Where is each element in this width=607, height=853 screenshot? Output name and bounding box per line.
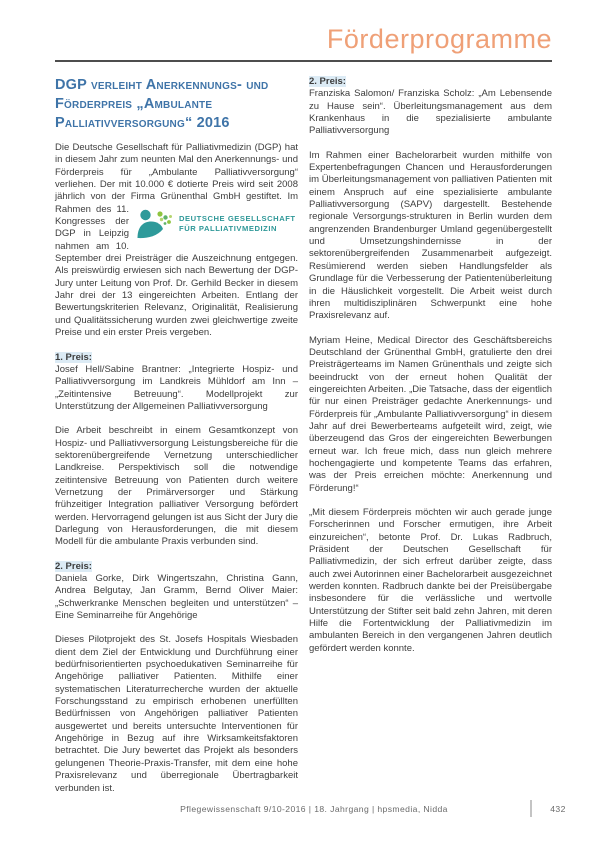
left-column	[55, 76, 298, 807]
prize2-description-paragraph: Dieses Pilotprojekt des St. Josefs Hospitals Wiesbaden dient dem Ziel der Entwicklung und Durchführung einer bedürfnisorientierten psychoedukativen Seminarreihe für Angehörige palliativer Patienten. Mithilfe einer systematischen Literaturrecherche wurden der aktuelle Forschungsstand zu empirisch erhobenen unerfüllten Bedürfnissen von Angehörigen palliativer Patienten ausgewertet und bereits untersuchte Interventionen für Angehörige in Bezug auf ihre Wirksamkeitsfaktoren betrachtet. Die Jury bewertet das Projekt als besonders gelungenen Theorie-Praxis-Transfer, mit dem eine hohe Praxisrelevanz und überregionale Übertragbarkeit verbunden ist.	[55, 634, 298, 794]
heine-quote-paragraph: Myriam Heine, Medical Director des Geschäftsbereichs Deutschland der Grünenthal GmbH, gratulierte den drei Preisträgerteams im Namen Grünenthals und zeigte sich beeindruckt von der erneut hohen Qualität der eingereichten Arbeiten. „Die Tatsache, dass der eigentlich für nur einen Preisträger gedachte Anerkennungs- und Förderpreis für „Ambulante Palliativversorgung“ in diesem Jahr auf drei Bewerberteams aufgeteilt wird, zeigt, wie überzeugend das Gros der eingereichten Bewerbungen erneut war. Ich freue mich, dass nun gleich mehrere hochengagierte und kompetente Teams das erfahren, was der Preis erreichen möchte: Anerkennung und Förderung!“	[309, 334, 552, 494]
prize2-subheading: 2. Preis:	[55, 560, 92, 572]
prize2b-names-paragraph: Franziska Salomon/ Franziska Scholz: „Am Lebensende zu Hause sein“. Überleitungsmanagement aus dem Krankenhaus in die spezialisierte ambulante Palliativversorgung	[309, 88, 552, 137]
prize2b-subheading: 2. Preis:	[309, 76, 346, 87]
dgp-logo-line1: DEUTSCHE GESELLSCHAFT	[179, 213, 296, 223]
radbruch-quote-paragraph: „Mit diesem Förderpreis möchten wir auch gerade junge Forscherinnen und Forscher ermutigen, ihre Arbeit einzureichen“, betonte Prof. Dr. Lukas Radbruch, Präsident der Deutschen Gesellschaft für Palliativmedizin, der sich erfreut darüber zeigte, dass auch zwei Autorinnen einer Bachelorarbeit ausgezeichnet werden konnten. Radbruch dankte bei der Preisübergabe insbesondere für die verlässliche und wertvolle Unterstützung der Stifter seit bald zehn Jahren, mit deren Hilfe die Fortentwicklung der Palliativmedizin im ambulanten Bereich in den vergangenen Jahren deutlich gefördert werden konnte.	[309, 507, 552, 654]
masthead-rule	[55, 60, 552, 62]
dgp-logo	[136, 207, 298, 241]
dgp-logo-person-icon	[136, 207, 174, 241]
dgp-logo-line2: FÜR PALLIATIVMEDIZIN	[179, 223, 278, 233]
masthead	[55, 0, 552, 62]
footer-divider	[530, 800, 532, 817]
prize2-names-paragraph: Daniela Gorke, Dirk Wingertszahn, Christina Gann, Andrea Belgutay, Jan Gramm, Bernd Oliver Maier: „Schwerkranke Menschen begleiten und unterstützen“ – Eine Seminarreihe für Angehörige	[55, 573, 298, 622]
article-heading: DGP verleiht Anerkennungs- und Förderpreis „Ambulante Palliativversorgung“ 2016	[55, 77, 269, 131]
dgp-logo-wordmark	[179, 214, 296, 234]
right-column	[309, 76, 552, 807]
intro-text-part1: Die Deutsche Gesellschaft für Palliativmedizin (DGP) hat in diesem Jahr zum neunten Mal den Anerkennungs- und Förderpreis für „Ambulante Palliativversorgung“ verliehen. Der mit 10.000 € dotierte Preis wird seit 2008 jährlich von der Firma Grünenthal GmbH gestiftet.	[55, 142, 298, 203]
footer-page-number: 432	[550, 803, 566, 814]
page-footer	[55, 800, 575, 817]
footer-journal-line: Pflegewissenschaft 9/10-2016 | 18. Jahrgang | hpsmedia, Nidda	[180, 803, 448, 814]
page-content	[55, 0, 552, 807]
article-columns	[55, 76, 552, 807]
prize1-names-paragraph: Josef Hell/Sabine Brantner: „Integrierte Hospiz- und Palliativversorgung im Landkreis Mühldorf am Inn – „Zeitintensive Betreuung“. Modellprojekt zur Unterstützung der Allgemeinen Palliativversorgung	[55, 363, 298, 412]
prize1-description-paragraph: Die Arbeit beschreibt in einem Gesamtkonzept von Hospiz- und Palliativversorgung Leistungsbereiche für die sektorenübergreifende Vernetzung unterschiedlicher Landkreise. Perspektivisch soll die notwendige zeitintensive Betreuung von Patienten durch weitere Vernetzung der Primärversorger und Stärkung frühzeitiger Integration palliativer Versorgung befördert werden. Hervorragend gelungen ist aus Sicht der Jury die Darlegung von Herausforderungen, die mit diesem Modell für die ambulante Praxis verbunden sind.	[55, 425, 298, 548]
page-title: Förderprogramme	[326, 24, 552, 54]
prize1-subheading: 1. Preis:	[55, 351, 92, 363]
prize2b-description-paragraph: Im Rahmen einer Bachelorarbeit wurden mithilfe von Expertenbefragungen Chancen und Herausforderungen im Überleitungsmanagement von palliativen Patienten mit einem Anspruch auf eine spezialisierte ambulante Palliativversorgung (SAPV) dargestellt. Bestehende regionale Versorgungs-strukturen in Berlin wurden dem angrenzenden Brandenburger Umland gegenübergestellt und Umsetzungshindernisse in der sektorenübergreifenden Zusammenarbeit aufgezeigt. Resümierend werden sieben Handlungsfelder als Grundlage für die Verbesserung der Patientenüberleitung in die Häuslichkeit vorgestellt. Die Arbeit weist durch ihren multidisziplinären Schwerpunkt eine hohe Praxisrelevanz auf.	[309, 149, 552, 322]
intro-text-part2: Im Rahmen des 11. Kongresses der DGP in Leipzig nahmen am 10. September drei Preisträger die Auszeichnung entgegen. Als preiswürdig erwiesen sich nach Bewertung der DGP-Jury unter Leitung von Prof. Dr. Gerhild Becker in diesem Jahr drei der 13 eingereichten Arbeiten. Entlang der Bewertungskriterien Relevanz, Originalität, Realisierung und Qualitätssicherung wurden zwei gleichwertige zweite Preise und ein erster Preis vergeben.	[55, 191, 298, 339]
intro-paragraph	[55, 142, 298, 340]
